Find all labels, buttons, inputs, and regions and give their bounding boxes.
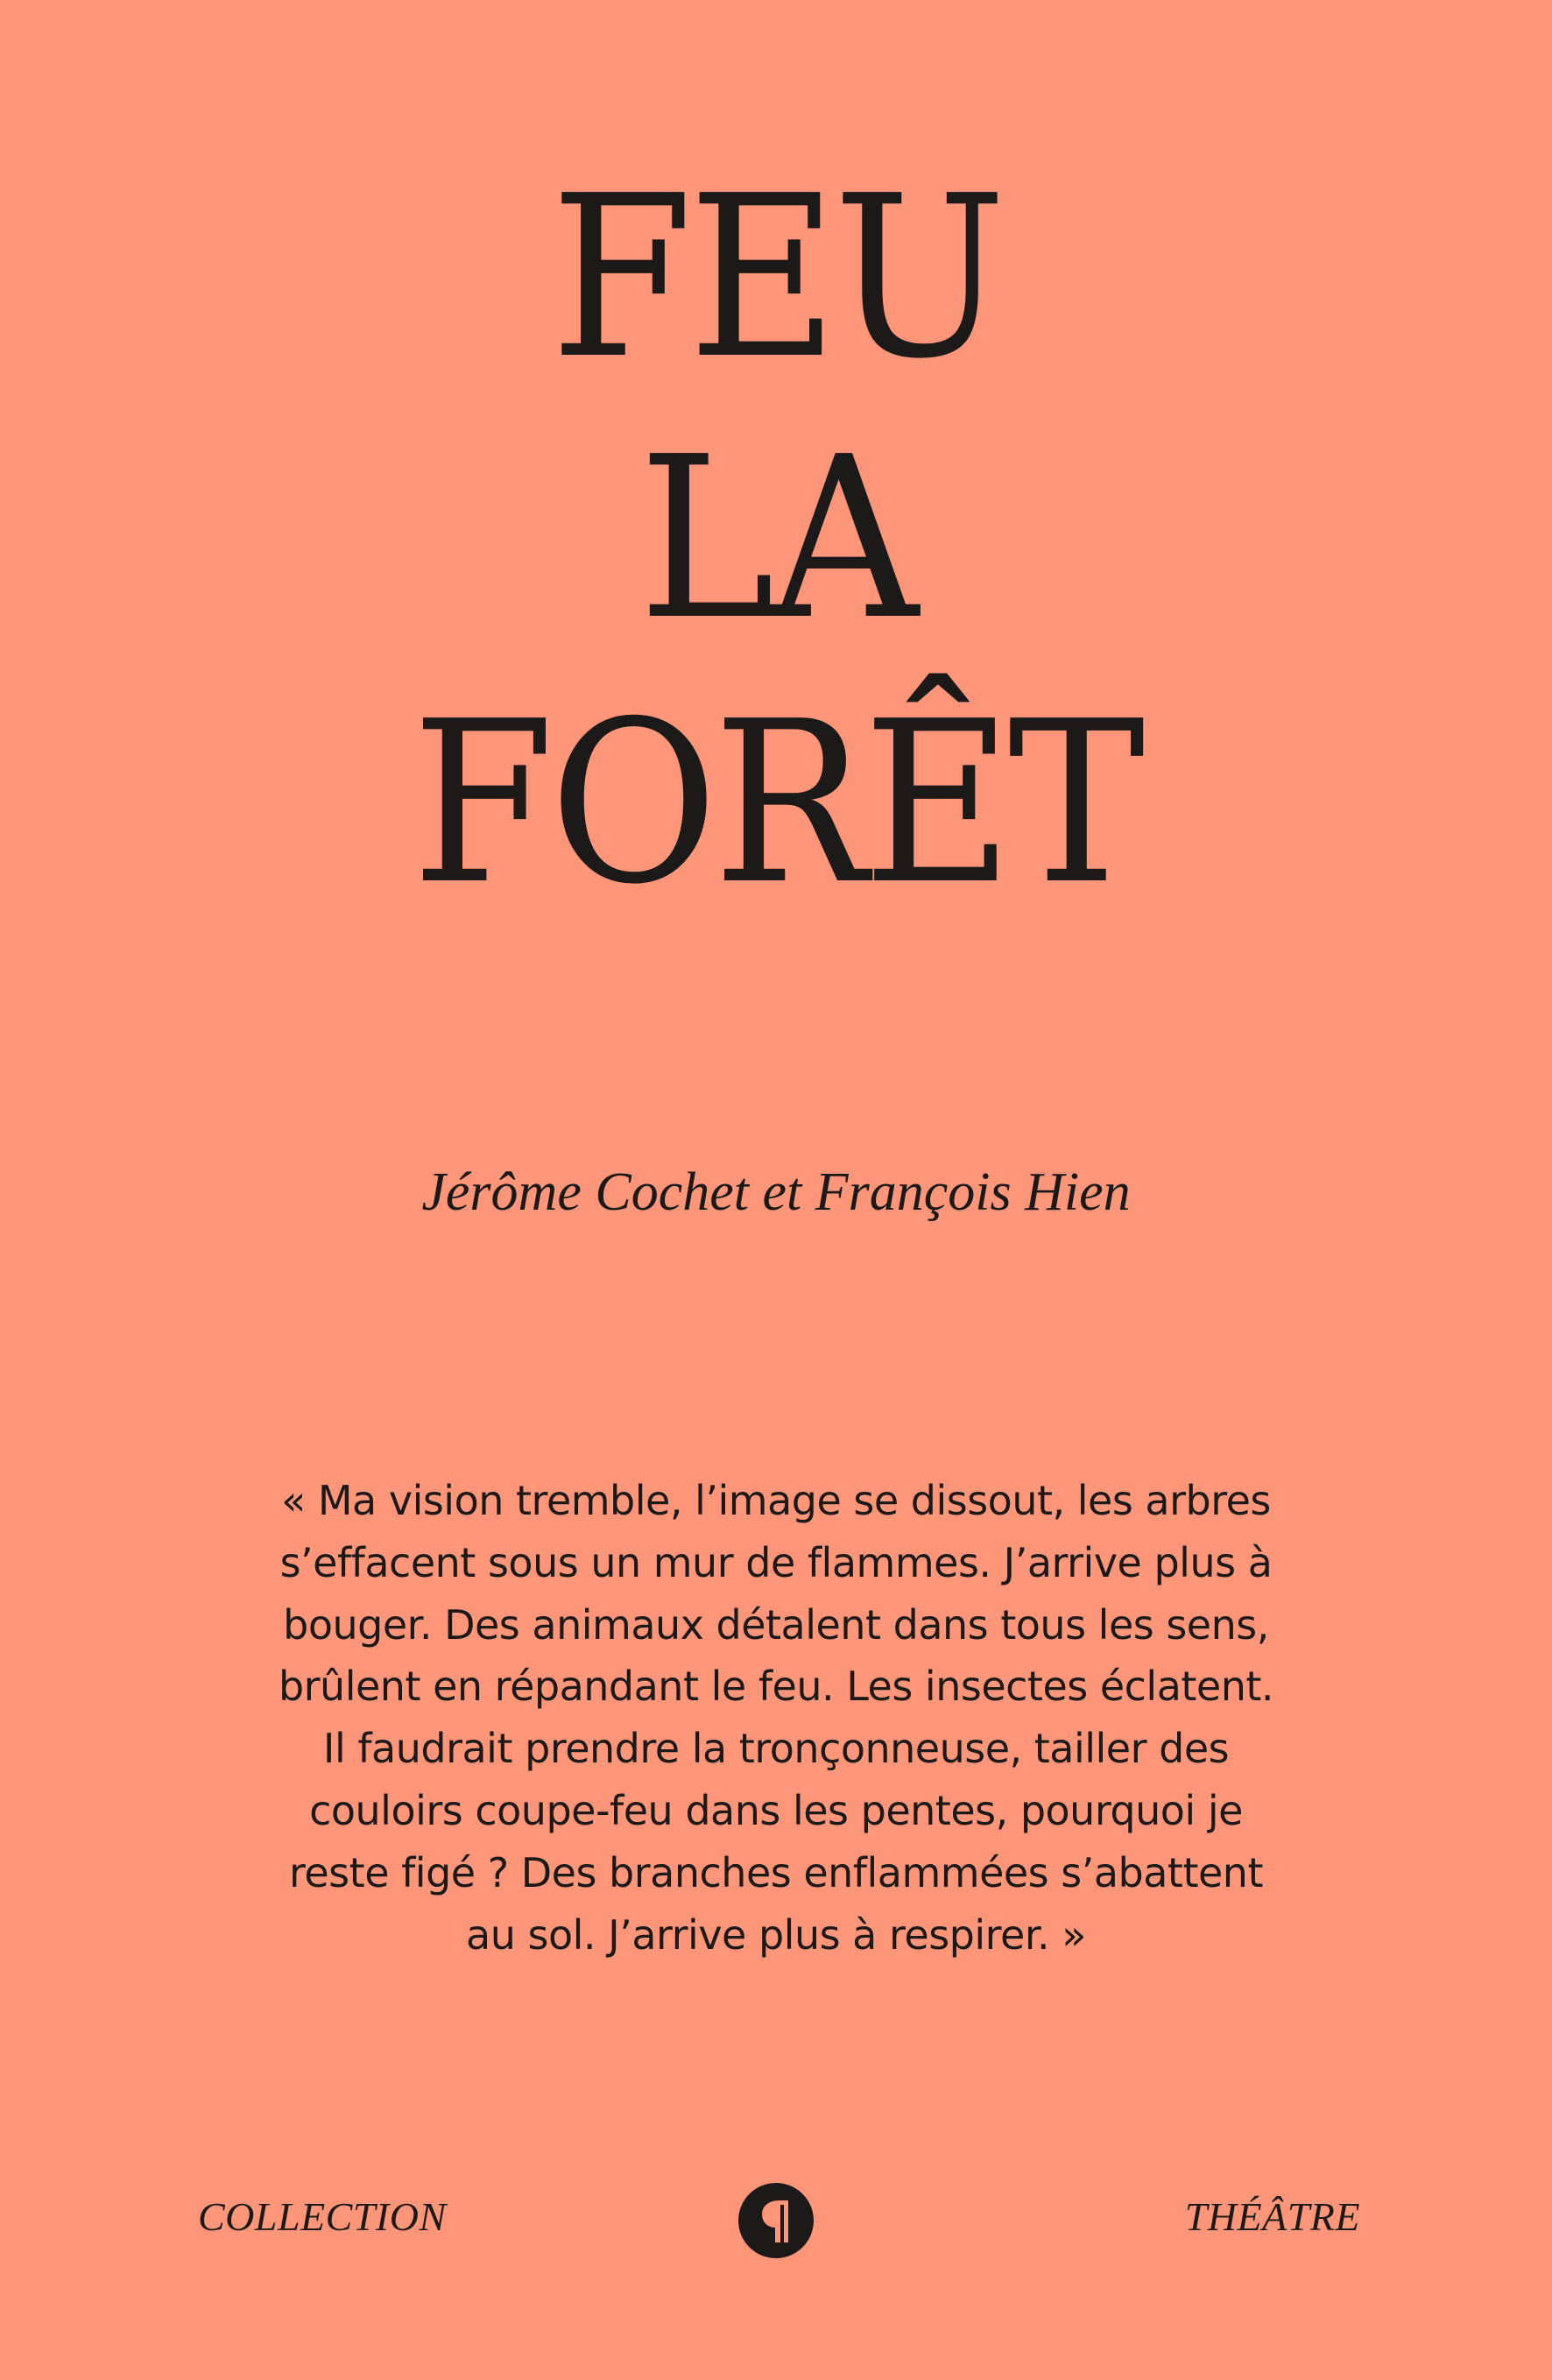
title-line-2: LA (638, 409, 914, 669)
quote-line: couloirs coupe-feu dans les pentes, pourquoi je (309, 1786, 1243, 1834)
quote-line: reste figé ? Des branches enflammées s’abattent (288, 1848, 1263, 1896)
quote-line: brûlent en répandant le feu. Les insectes éclatent. (278, 1663, 1274, 1711)
title-line-1: FEU (550, 148, 1002, 408)
quote-line: Il faudrait prendre la tronçonneuse, tailler des (322, 1725, 1230, 1773)
quote-line: bouger. Des animaux détalent dans tous les sens, (283, 1600, 1269, 1649)
pilcrow-circle-icon (738, 2183, 814, 2258)
back-quote (207, 1470, 1345, 1966)
quote-line: s’effacent sous un mur de flammes. J’arrive plus à (279, 1538, 1273, 1586)
authors: Jérôme Cochet et François Hien (421, 1162, 1131, 1222)
title-line-3: FORÊT (412, 674, 1140, 934)
quote-line: au sol. J’arrive plus à respirer. » (466, 1910, 1086, 1959)
collection-label: COLLECTION (198, 2194, 447, 2239)
quote-line: « Ma vision tremble, l’image se dissout, les arbres (281, 1477, 1271, 1524)
genre-label: THÉÂTRE (1184, 2194, 1360, 2239)
